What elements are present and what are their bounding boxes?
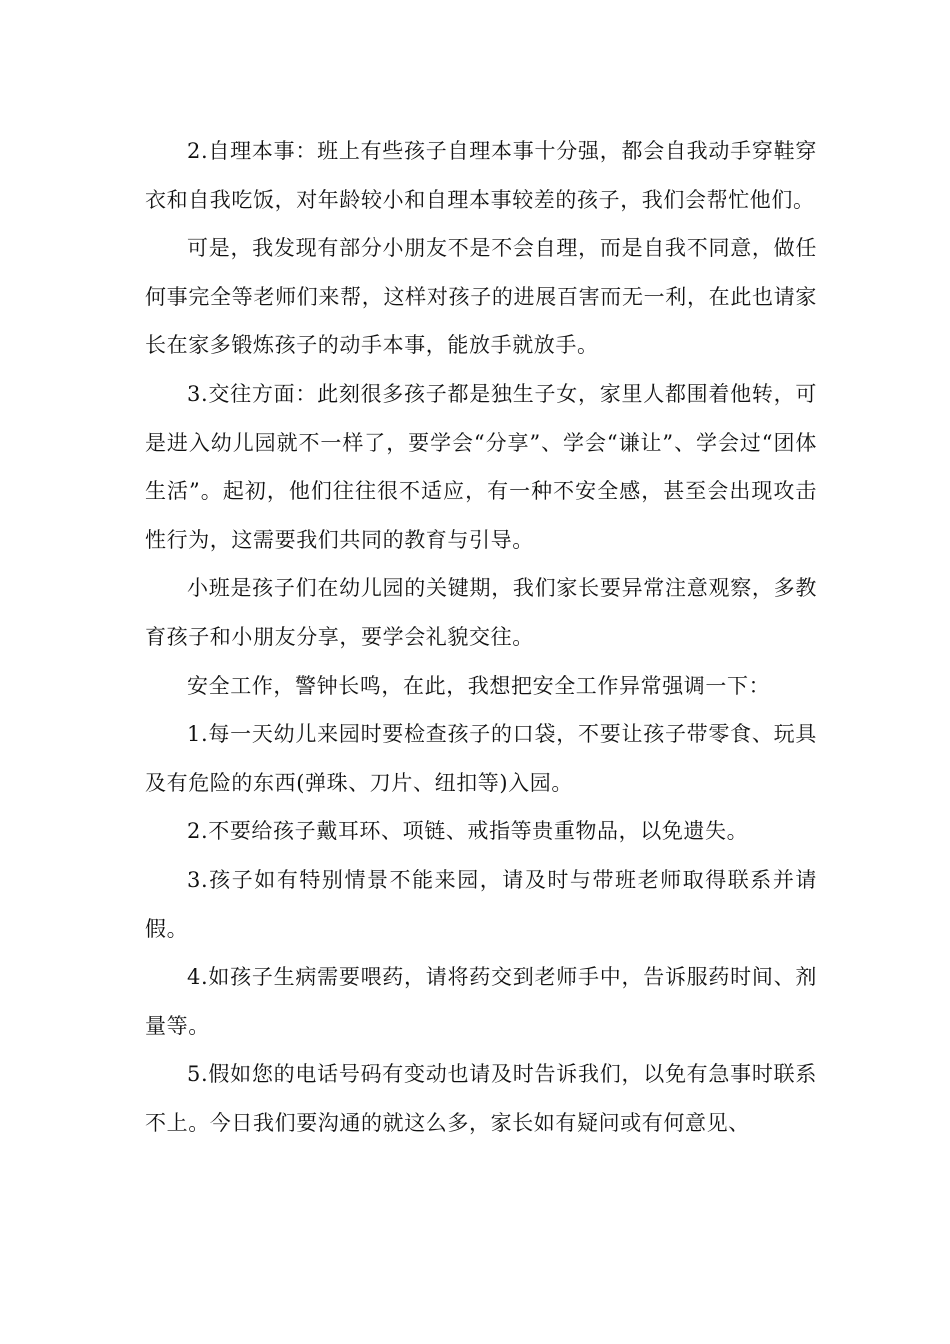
paragraph-key-period: 小班是孩子们在幼儿园的关键期，我们家长要异常注意观察，多教育孩子和小朋友分享，要学会礼貌交往。 <box>145 576 817 649</box>
paragraph-safety-5: 5.假如您的电话号码有变动也请及时告诉我们，以免有急事时联系不上。今日我们要沟通的就这么多，家长如有疑问或有何意见、 <box>145 1062 817 1135</box>
paragraph-self-care-note: 可是，我发现有部分小朋友不是不会自理，而是自我不同意，做任何事完全等老师们来帮，这样对孩子的进展百害而无一利，在此也请家长在家多锻炼孩子的动手本事，能放手就放手。 <box>145 236 817 358</box>
paragraph-social: 3.交往方面：此刻很多孩子都是独生子女，家里人都围着他转，可是进入幼儿园就不一样了，要学会“分享”、学会“谦让”、学会过“团体生活”。起初，他们往往很不适应，有一种不安全感，甚至会出现攻击性行为，这需要我们共同的教育与引导。 <box>145 381 817 552</box>
paragraph-safety-2: 2.不要给孩子戴耳环、项链、戒指等贵重物品，以免遗失。 <box>187 819 749 844</box>
paragraph-self-care: 2.自理本事：班上有些孩子自理本事十分强，都会自我动手穿鞋穿衣和自我吃饭，对年龄较小和自理本事较差的孩子，我们会帮忙他们。 <box>145 139 817 212</box>
paragraph-safety-4: 4.如孩子生病需要喂药，请将药交到老师手中，告诉服药时间、剂量等。 <box>145 965 817 1038</box>
paragraph-safety-3: 3.孩子如有特别情景不能来园，请及时与带班老师取得联系并请假。 <box>145 867 817 941</box>
paragraph-safety-intro: 安全工作，警钟长鸣，在此，我想把安全工作异常强调一下： <box>187 673 771 698</box>
document-body <box>145 127 817 1147</box>
paragraph-safety-1: 1.每一天幼儿来园时要检查孩子的口袋，不要让孩子带零食、玩具及有危险的东西(弹珠、刀片、纽扣等)入园。 <box>145 722 817 795</box>
